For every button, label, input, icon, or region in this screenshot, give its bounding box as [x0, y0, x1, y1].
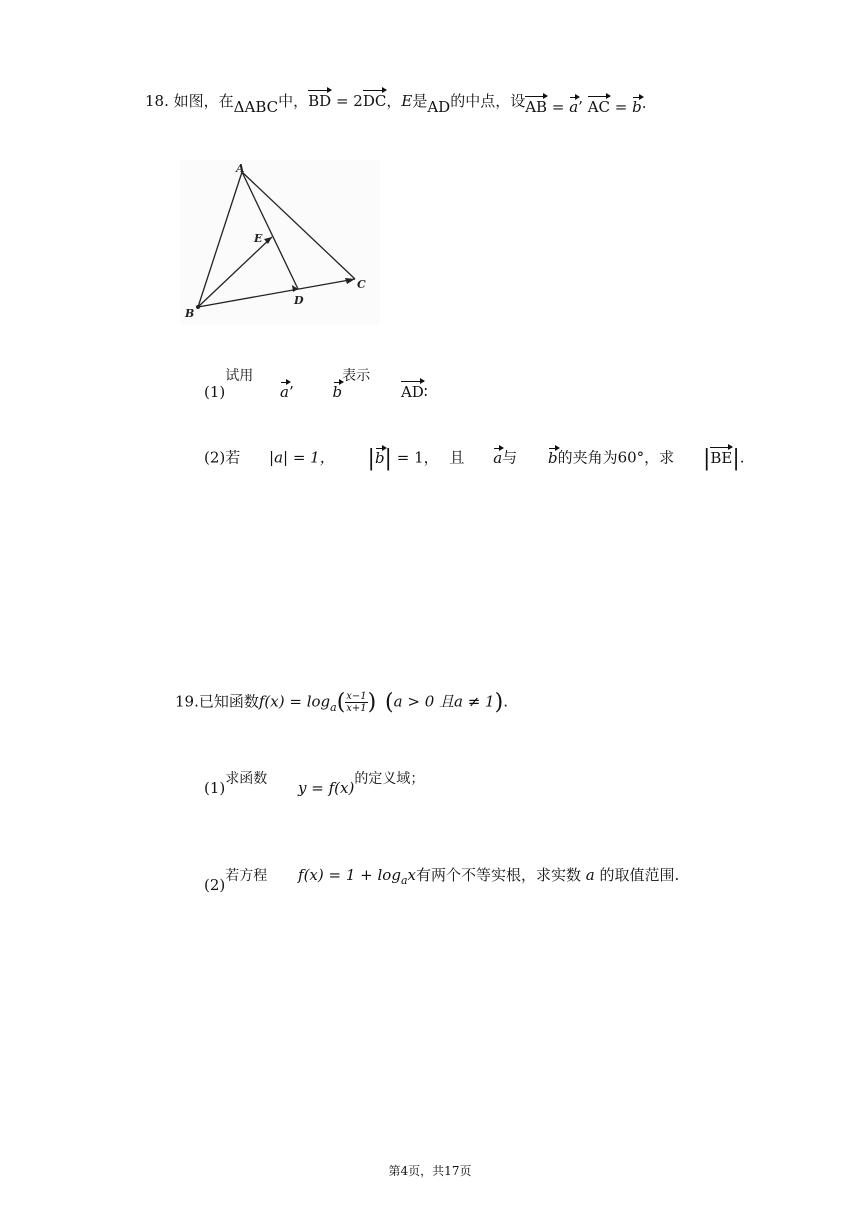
label-b: B	[185, 307, 195, 320]
triangle-figure	[180, 160, 380, 325]
q19-number: 19.	[175, 692, 199, 711]
q18-number: 18.	[145, 92, 169, 110]
q18-part2: (2)若 |a| = 1， |b| = 1， 且 a与 b的夹角为60°，求 |BE|.	[204, 446, 745, 471]
vector-ad: AD	[400, 383, 424, 401]
q19-stem: 19.已知函数$f(x) = \log_a$( $\frac{x-1}{x+1}$ ) (a > 0 且a ≠ 1).	[175, 690, 508, 715]
triangle-abc: ΔABC	[233, 98, 279, 116]
q19-part1: (1)求函数 y = f(x)的定义域；	[204, 771, 425, 797]
label-d: D	[294, 294, 304, 307]
vector-be: BE	[710, 448, 733, 467]
vector-bd: BD	[308, 92, 332, 110]
vector-dc: DC	[362, 92, 387, 110]
vector-ac: AC	[587, 98, 611, 116]
q19-part2: (2)若方程 $f(x) = 1 + \log_ax$有两个不等实根，求实数 a 的取值范围.	[204, 866, 680, 894]
page-footer: 第4页，共17页	[388, 1164, 472, 1178]
q18-part1: (1)试用 a’ b表示 AD∶	[204, 368, 428, 401]
label-e: E	[254, 232, 263, 245]
label-c: C	[357, 278, 366, 291]
label-a: A	[236, 162, 245, 175]
q18-stem: 18. 如图，在ΔABC中，BD = 2DC，E是AD的中点，设AB = a’ AC = b·	[145, 92, 647, 116]
vector-ab: AB	[525, 98, 548, 116]
